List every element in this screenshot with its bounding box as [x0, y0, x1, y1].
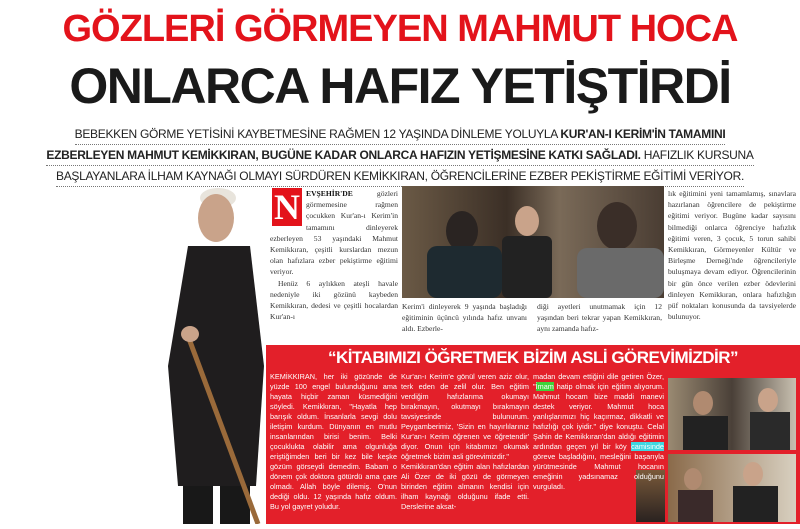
highlight-imam: İmam: [535, 382, 554, 391]
photo-mahmut-hoca: [160, 186, 266, 524]
photo-students-bottom: [668, 454, 796, 522]
dateline: EVŞEHİR'DE: [306, 189, 353, 198]
headline-line2: ONLARCA HAFIZ YETİŞTİRDİ: [69, 58, 731, 114]
deck: [0, 124, 800, 187]
highlight-camisinde: camisinde: [631, 442, 664, 451]
lesson-scene-image: [402, 186, 664, 298]
article-col-4: lık eğitimini yeni tamamlamış, sınavlara hazırlanan öğrencilere de pekiştirme eğitimi veriyor. Bugüne kadar sayısını bilmediği onlarca öğrenciye hafızlık eğitimi veren, 3 çocuk, 5 torun sahibi Kemikkıran, Görmeyenler Kültür ve Birleşme Derneği'nde öğrencileriyle buluşmaya devam ediyor. Öğrencilerinin bir gün önce verilen ezber ödevlerini dinleyen Kemikkıran, onlara hafızlığın püf noktaları konusunda da tavsiyelerde bulunuyor.: [668, 189, 796, 322]
article-col-2: Kerim'i dinleyerek 9 yaşında başladığı eğitiminin üçüncü yılında hafız unvanı aldı. Ezberle-: [402, 302, 527, 334]
photo-students-top: [668, 378, 796, 450]
article-col-3: diği ayetleri unutmamak için 12 yaşından beri tekrar yapan Kemikkıran, aynı zamanda hafız-: [537, 302, 662, 334]
deck-line-2-tail: HAFIZLIK KURSUNA: [640, 148, 754, 162]
deck-line-1: BEBEKKEN GÖRME YETİSİNİ KAYBETMESİNE RAĞMEN 12 YAŞINDA DİNLEME YOLUYLA KUR'AN-I KERİM'İN TAMAMINI: [75, 124, 726, 145]
box-col-2: Kur'an-ı Kerim'e gönül veren aziz olur, terk eden de zelil olur. Ben eğitim verdiğim hafızlarıma okumayı bırakmayın, okutmayı bırakmayın tavsiyesinde bulunurum. Peygamberimiz, 'Sizin en hayırlılarınız Kur'an-ı Kerim öğrenen ve öğretendir' diyor. Onun için kitabımızı okumak öğretmek bizim asli görevimizdir." Kemikkıran'dan eğitim alan hafızlardan Ali Özer de iki gözü de görmeyen birinden eğitim almanın kendisi için ilham kaynağı olduğunu ifade etti. Derslerine aksat-: [401, 372, 529, 511]
box-col-1: KEMİKKIRAN, her iki gözünde de yüzde 100 engel bulunduğunu ama hayata hiçbir zaman küsmediğini söyledi. Kemikkıran, "Hayatla hep barışık oldum. İnsanlarla sevgi dolu iletişim kurdum. Dünyanın en mutlu insanlarından birisi benim. Belki çocuklukta olabilir ama olgunluğa eriştiğimden beri bir kez bile keşke gözüm görseydi demedim. Babam o dönem çok doktora götürdü ama çare olmadı. Allah böyle dilemiş. O'nun dediği oldu. 12 yaşında hafız oldum. Bu yol gayret yoludur.: [270, 372, 397, 511]
quote-headline: “KİTABIMIZI ÖĞRETMEK BİZİM ASLİ GÖREVİMİZDİR”: [327, 348, 739, 367]
article-col-1: EVŞEHİR'DE gözleri görmemesine rağmen çocukken Kur'an-ı Kerim'in tamamını dinleyerek ezberleyen 53 yaşındaki Mahmut Kemikkıran, çeşitli kurslardan mezun olan hafızlara ezber pekiştirme eğitimi veriyor. Henüz 6 aylıkken ateşli havale nedeniyle iki gözünü kaybeden Kemikkıran, dedesi ve çeşitli hocalardan Kur'an-ı: [270, 189, 398, 322]
headline-line1: GÖZLERİ GÖRMEYEN MAHMUT HOCA: [62, 8, 738, 50]
photo-lesson: [402, 186, 664, 298]
box-col-3: madan devam ettiğini dile getiren Özer, "İmam hatip olmak için eğitim alıyorum. Mahmut hocam bize maddi manevi destek veriyor. Mahmut hoca yanlışlarımızı hiç kaçırmaz, dikkatli ve hafızlığı çok iyidir." diye konuştu. Celal Şahin de Kemikkıran'dan aldığı eğitimin ardından geçen yıl bir köy camisinde göreve başladığını, mesleğini başarıyla yürütmesinde Mahmut hocanın emeğinin yadsınamaz olduğunu vurguladı.: [533, 372, 664, 491]
deck-line-3: BAŞLAYANLARA İLHAM KAYNAĞI OLMAYI SÜRDÜREN KEMİKKIRAN, ÖĞRENCİLERİNE EZBER PEKİŞTİRME EĞİTİMİ VERİYOR.: [56, 166, 744, 187]
man-with-cane-image: [160, 186, 266, 524]
deck-line-2: EZBERLEYEN MAHMUT KEMİKKIRAN, BUGÜNE KADAR ONLARCA HAFIZIN YETİŞMESİNE KATKI SAĞLADI. HAFIZLIK KURSUNA: [46, 145, 753, 166]
dropcap: N: [274, 187, 300, 227]
